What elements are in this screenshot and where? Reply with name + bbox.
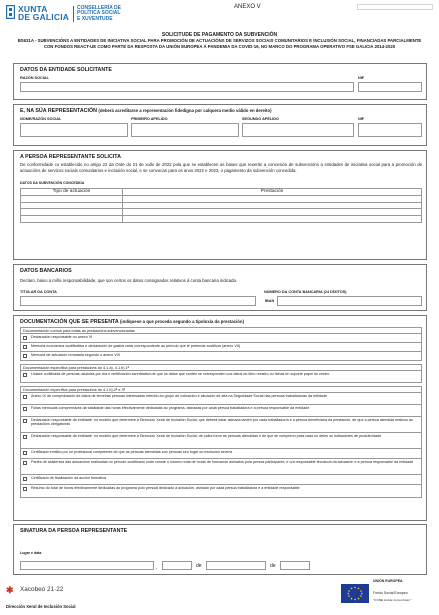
first-surname-label: PRIMEIRO APELIDO xyxy=(131,117,168,121)
doc-item xyxy=(20,459,422,475)
nif-field[interactable] xyxy=(358,123,422,137)
xacobeo-logo-text: Xacobeo 21·22 xyxy=(20,586,64,593)
doc-item-text: Certificado emitido por un profesional competente de que as persoas atendidas son persoas sen fogar ou exclusión severa xyxy=(31,449,232,454)
day-field[interactable] xyxy=(162,561,192,570)
doc-checkbox[interactable] xyxy=(23,451,27,455)
iban-field[interactable] xyxy=(277,296,422,306)
place-field[interactable] xyxy=(20,561,154,570)
doc-item-text: Anexo IX de comprobación de datos de terceiras persoas interesadas referido ao grupo de cotización e situación de alta na Seguridade Social das persoas traballadoras da entidade xyxy=(31,393,328,398)
comma-separator: , xyxy=(156,565,158,571)
doc-group-header: Documentación específica para prestacións do 4.1.a), 4.1.b).1ª xyxy=(20,364,422,371)
table-cell[interactable] xyxy=(21,209,123,216)
bank-declaration-text: Declaro, baixo a miña responsabilidade, que son certos os datos consignados relativos á conta bancaria indicada. xyxy=(20,278,238,283)
table-row xyxy=(21,195,422,202)
doc-checkbox[interactable] xyxy=(23,373,27,377)
annex-code-box xyxy=(357,4,433,10)
doc-item-text: Declaración responsable no anexo VI xyxy=(31,334,93,339)
table-cell[interactable] xyxy=(123,216,422,223)
section-title-note: (indíquese a que proceda segundo a tipoloxía da prestación) xyxy=(119,319,244,324)
eu-union-label: UNIÓN EUROPEA xyxy=(373,579,403,583)
nome-label: NOME/RAZÓN SOCIAL xyxy=(20,117,62,121)
doc-item xyxy=(20,371,422,383)
doc-checkbox[interactable] xyxy=(23,407,27,411)
doc-checkbox[interactable] xyxy=(23,487,27,491)
account-holder-label: TITULAR DA CONTA xyxy=(20,290,57,294)
section-title: SINATURA DA PERSOA REPRESENTANTE xyxy=(20,528,128,534)
xunta-shield-icon xyxy=(6,5,15,19)
account-number-label: NÚMERO DA CONTA BANCARIA (24 DÍXITOS) xyxy=(264,290,347,294)
section-title-note: (deberá acreditarse a representación fidedigna por calquera medio válido en dereito) xyxy=(98,108,272,113)
doc-item xyxy=(20,352,422,361)
doc-item xyxy=(20,433,422,449)
signature-section xyxy=(13,524,427,575)
doc-item-text: Partes de asistencia das actuacións realizadas no período xustificado onde conste o número total de horas de formación asinados pola persoa participante, e o/a responsable técnico/a da actuación e a persoa responsable da entidade xyxy=(31,459,414,464)
place-date-label: Lugar e data xyxy=(20,551,42,555)
xunta-logo-text: XUNTA DE GALICIA xyxy=(18,4,70,22)
page-header xyxy=(6,4,433,26)
doc-item xyxy=(20,485,422,498)
doc-checkbox[interactable] xyxy=(23,345,27,349)
razon-social-field[interactable] xyxy=(20,82,354,92)
column-header-tipo: Tipo de actuación xyxy=(21,189,123,196)
iban-label: IBAN xyxy=(265,299,275,303)
doc-item xyxy=(20,334,422,343)
table-row xyxy=(21,216,422,223)
month-field[interactable] xyxy=(206,561,266,570)
eu-slogan: "O FSE inviste no teu futuro" xyxy=(373,598,412,602)
table-cell[interactable] xyxy=(21,216,123,223)
doc-item xyxy=(20,343,422,352)
conselleria-logo-text: CONSELLERÍA DE POLÍTICA SOCIAL E XUVENTUDE xyxy=(77,5,121,22)
doc-item-text: Declaración responsable da entidade, no modelo que determine a Dirección Xeral de Inclusión Social, que deberá estar asinada tamén por cada traballador/a e a persoa beneficiaria da prestación, de que a persoa atendida realizou as prestacións obrigatorias xyxy=(31,417,413,426)
de-separator: de xyxy=(270,563,276,569)
xacobeo-logo xyxy=(6,583,96,597)
footer-direccion: Dirección Xeral de Inclusión Social xyxy=(6,604,76,609)
first-surname-field[interactable] xyxy=(131,123,239,137)
logo-divider xyxy=(73,6,74,22)
section-title-text: E, NA SÚA REPRESENTACIÓN xyxy=(20,108,97,114)
table-cell[interactable] xyxy=(123,195,422,202)
grant-table xyxy=(20,188,422,223)
doc-item xyxy=(20,417,422,433)
doc-item-text: Follas mensuais comprensivas da totalidade das horas efectivamente dedicadas ao programa, asinadas por cada persoa traballadora e a persoa responsable da entidade xyxy=(31,405,310,410)
request-text: De conformidade co establecido no artigo 22 da Orde do 21 de xullo de 2022 pola que se establecen as bases que rexerán a concesión de subvencións a entidades de iniciativa social para a promoción de actuacións de servizos sociais comunitarios e inclusión social, e se convocan para os anos 2022 e 2023, o pagamento da subvención concedida. xyxy=(20,162,422,173)
table-cell[interactable] xyxy=(21,202,123,209)
section-title xyxy=(20,319,244,325)
doc-checkbox[interactable] xyxy=(23,435,27,439)
second-surname-label: SEGUNDO APELIDO xyxy=(242,117,279,121)
table-cell[interactable] xyxy=(21,195,123,202)
section-title: DATOS DA ENTIDADE SOLICITANTE xyxy=(20,67,112,73)
representative-section xyxy=(13,104,427,146)
razon-social-label: RAZÓN SOCIAL xyxy=(20,76,49,80)
doc-group-header: Documentación específica para prestacións do 4.1.b).2ª e 3ª xyxy=(20,386,422,393)
doc-checkbox[interactable] xyxy=(23,336,27,340)
doc-item-text: Certificado de finalización da acción formativa xyxy=(31,475,107,480)
xacobeo-mark-icon: ✱ xyxy=(6,585,14,595)
account-holder-field[interactable] xyxy=(20,296,256,306)
document-title: SOLICITUDE DE PAGAMENTO DA SUBVENCIÓN xyxy=(161,32,278,38)
section-title-text: DOCUMENTACIÓN QUE SE PRESENTA xyxy=(20,319,119,325)
section-title: A PERSOA REPRESENTANTE SOLICITA xyxy=(20,154,121,160)
nome-field[interactable] xyxy=(20,123,128,137)
de-separator: de xyxy=(196,563,202,569)
doc-item xyxy=(20,393,422,405)
doc-checkbox[interactable] xyxy=(23,461,27,465)
entity-data-section xyxy=(13,63,427,100)
doc-checkbox[interactable] xyxy=(23,477,27,481)
doc-item-text: Declaración responsable da entidade, no modelo que determine a Dirección Xeral de Inclusión Social, de cales foron as persoas atendidas e de que se cumpriron para cada un deles os indicadores de produtividade. xyxy=(31,433,383,438)
eu-fund-label: Fondo Social Europeo xyxy=(373,591,408,595)
doc-item xyxy=(20,449,422,459)
doc-item-text: Resumo do total de horas efectivamente dedicadas ao programa polo persoal dedicado á actuación, asinado por cada persoa traballadora e a entidade responsable xyxy=(31,485,300,490)
bank-section xyxy=(13,264,427,311)
doc-checkbox[interactable] xyxy=(23,395,27,399)
annex-label: ANEXO V xyxy=(234,4,261,10)
doc-item-text: Memoria económica xustificativa e declaración de gastos reais correspondente ao período que te pretenda xustificar (anexo VII) xyxy=(31,343,241,348)
year-field[interactable] xyxy=(280,561,310,570)
doc-checkbox[interactable] xyxy=(23,419,27,423)
doc-group-header: Documentación común para todas as prestacións subvencionadas xyxy=(20,327,422,334)
request-section xyxy=(13,150,427,260)
doc-item-text: Memoria de actuación rematada segundo o anexo VIII xyxy=(31,352,120,357)
table-cell[interactable] xyxy=(123,202,422,209)
nif-label: NIF xyxy=(358,76,365,80)
doc-item xyxy=(20,475,422,485)
second-surname-field[interactable] xyxy=(242,123,354,137)
doc-item-text: Listaxe codificada de persoas usuarias por día e certificación acreditativa de que os datos que contén se corresponden cos datos do libro rexistro ou fichas en soporte papel do centro xyxy=(31,371,330,376)
eu-flag-icon xyxy=(341,584,369,603)
nif-label: NIF xyxy=(358,117,365,121)
document-subtitle: BS631A - SUBVENCIÓNS A ENTIDADES DE INICIATIVA SOCIAL PARA PROMOCIÓN DE ACTUACIÓNS DE SERVIZOS SOCIAIS COMUNITARIOS E INCLUSIÓN SOCIAL, FINANCIADAS PARCIALMENTE CON FONDOS REACT-UE COMO PARTE DA RESPOSTA DA UNIÓN EUROPEA Á PANDEMIA DA COVID-19, NO MARCO DO PROGRAMA OPERATIVO FSE GALICIA 2014-2020 xyxy=(17,38,422,49)
grant-data-title: DATOS DA SUBVENCIÓN CONCEDIDA xyxy=(20,181,85,185)
table-cell[interactable] xyxy=(123,209,422,216)
nif-field[interactable] xyxy=(358,82,422,92)
doc-checkbox[interactable] xyxy=(23,354,27,358)
documentation-section xyxy=(13,315,427,521)
column-header-prestacion: Prestación xyxy=(123,189,422,196)
table-row xyxy=(21,202,422,209)
section-title: DATOS BANCARIOS xyxy=(20,268,72,274)
doc-item xyxy=(20,405,422,417)
section-title xyxy=(20,108,272,114)
eu-funding-block xyxy=(341,579,433,609)
table-row xyxy=(21,209,422,216)
